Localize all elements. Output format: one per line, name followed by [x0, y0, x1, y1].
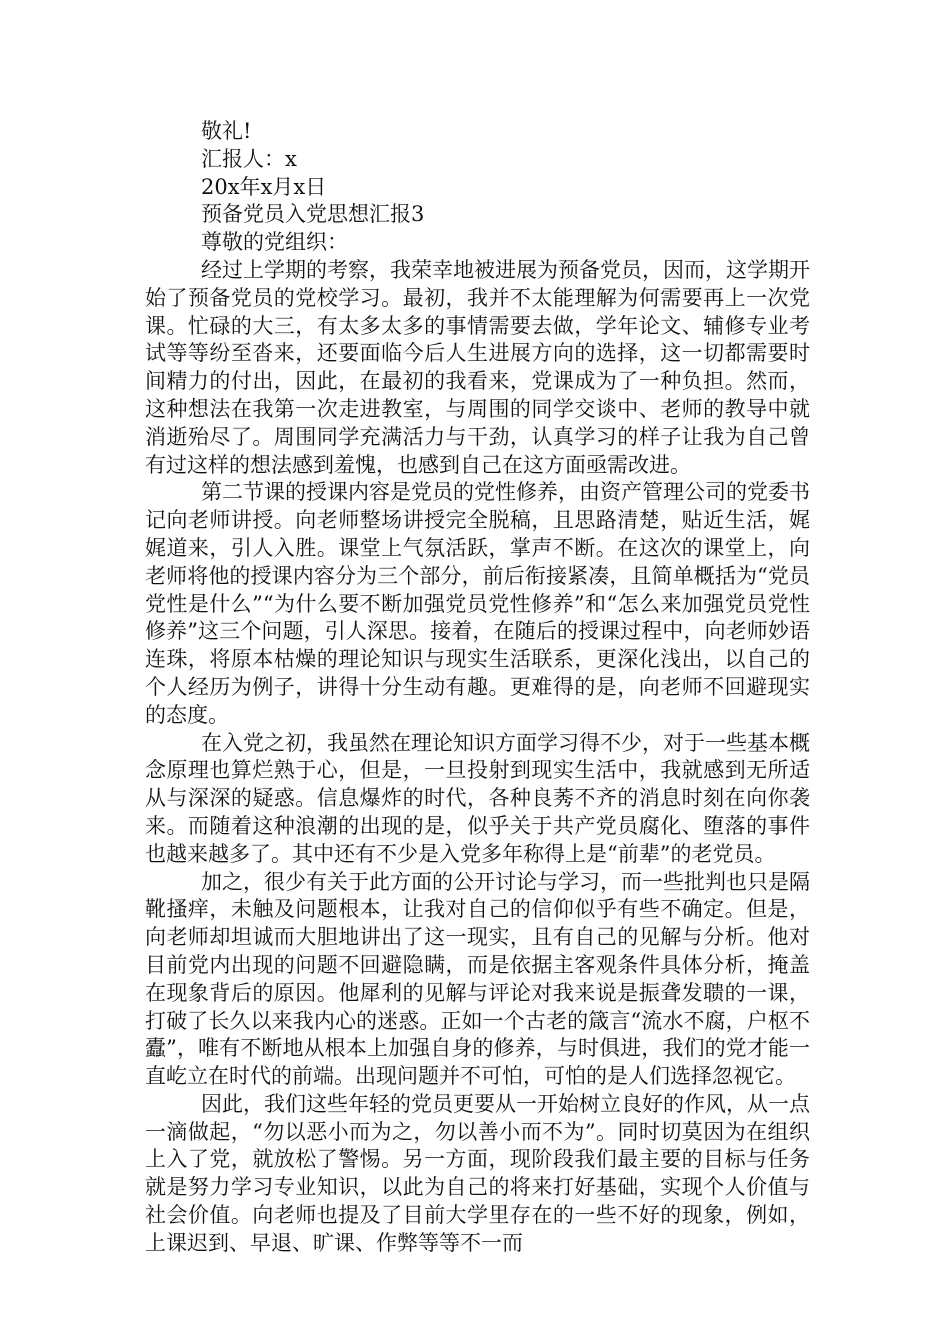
paragraph: 因此，我们这些年轻的党员更要从一开始树立良好的作风，从一点一滴做起，“勿以恶小而为之，勿以善小而不为”。同时切莫因为在组织上入了党，就放松了警惕。另一方面，现阶段我们最主要的目标与任务就是努力学习专业知识，以此为自己的将来打好基础，实现个人价值与社会价值。向老师也提及了目前大学里存在的一些不好的现象，例如，上课迟到、早退、旷课、作弊等等不一而 — [145, 1091, 810, 1255]
salutation-line: 尊敬的党组织： — [201, 230, 348, 255]
reporter-line: 汇报人：x — [201, 146, 297, 171]
paragraph: 加之，很少有关于此方面的公开讨论与学习，而一些批判也只是隔靴搔痒，未触及问题根本，让我对自己的信仰似乎有些不确定。但是，向老师却坦诚而大胆地讲出了这一现实，且有自己的见解与分析。他对目前党内出现的问题不回避隐瞒，而是依据主客观条件具体分析，掩盖在现象背后的原因。他犀利的见解与评论对我来说是振聋发聩的一课，打破了长久以来我内心的迷惑。正如一个古老的箴言“流水不腐，户枢不蠹”，唯有不断地从根本上加强自身的修养，与时俱进，我们的党才能一直屹立在时代的前端。出现问题并不可怕，可怕的是人们选择忽视它。 — [145, 869, 810, 1089]
closing-line: 敬礼! — [201, 119, 252, 143]
paragraph: 第二节课的授课内容是党员的党性修养，由资产管理公司的党委书记向老师讲授。向老师整场讲授完全脱稿，且思路清楚，贴近生活，娓娓道来，引人入胜。课堂上气氛活跃，掌声不断。在这次的课堂上，向老师将他的授课内容分为三个部分，前后衔接紧凑，且简单概括为“党员党性是什么”“为什么要不断加强党员党性修养”和“怎么来加强党员党性修养”这三个问题，引人深思。接着，在随后的授课过程中，向老师妙语连珠，将原本枯燥的理论知识与现实生活联系，更深化浅出，以自己的个人经历为例子，讲得十分生动有趣。更难得的是，向老师不回避现实的态度。 — [145, 480, 810, 727]
date-line: 20x年x月x日 — [201, 174, 327, 199]
document-title: 预备党员入党思想汇报3 — [201, 202, 425, 227]
paragraph: 在入党之初，我虽然在理论知识方面学习得不少，对于一些基本概念原理也算烂熟于心，但是，一旦投射到现实生活中，我就感到无所适从与深深的疑惑。信息爆炸的时代，各种良莠不齐的消息时刻在向你袭来。而随着这种浪潮的出现的是，似乎关于共产党员腐化、堕落的事件也越来越多了。其中还有不少是入党多年称得上是“前辈”的老党员。 — [145, 730, 810, 866]
paragraph: 经过上学期的考察，我荣幸地被进展为预备党员，因而，这学期开始了预备党员的党校学习。最初，我并不太能理解为何需要再上一次党课。忙碌的大三，有太多太多的事情需要去做，学年论文、辅修专业考试等等纷至沓来，还要面临今后人生进展方向的选择，这一切都需要时间精力的付出，因此，在最初的我看来，党课成为了一种负担。然而，这种想法在我第一次走进教室，与周围的同学交谈中、老师的教导中就消逝殆尽了。周围同学充满活力与干劲，认真学习的样子让我为自己曾有过这样的想法感到羞愧，也感到自己在这方面亟需改进。 — [145, 257, 810, 477]
document-body — [145, 118, 810, 1258]
